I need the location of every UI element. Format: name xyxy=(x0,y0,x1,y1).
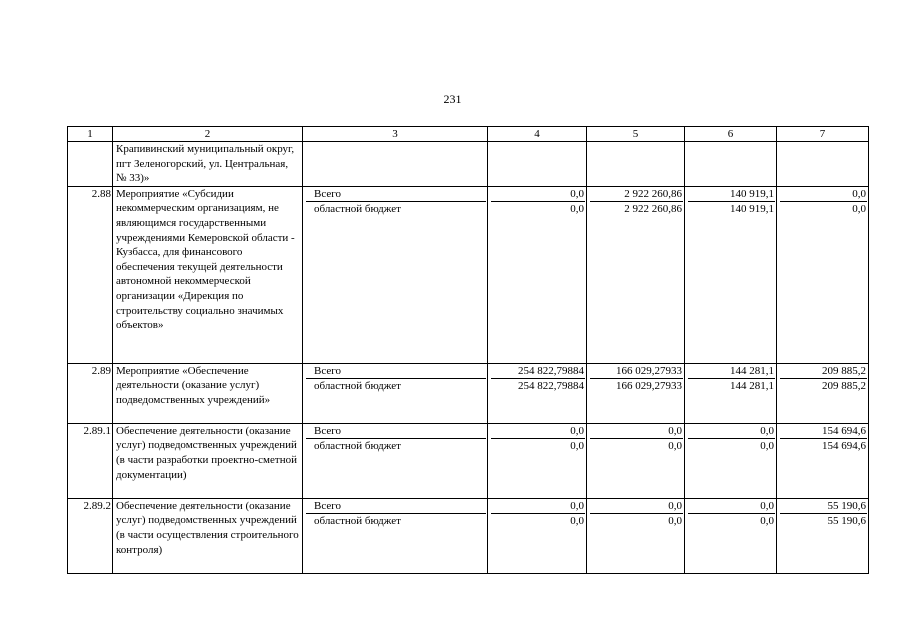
funding-source: Всего xyxy=(314,187,341,200)
value: 140 919,1 xyxy=(730,187,774,200)
value: 55 190,6 xyxy=(780,513,867,529)
column-header: 2 xyxy=(113,127,303,142)
value: 0,0 xyxy=(590,513,683,529)
value: 0,0 xyxy=(668,424,682,437)
funding-source-cell xyxy=(303,363,488,423)
row-number: 2.89 xyxy=(68,363,113,423)
row-number xyxy=(68,142,113,187)
column-header: 5 xyxy=(587,127,685,142)
row-number: 2.89.2 xyxy=(68,498,113,573)
value: 55 190,6 xyxy=(827,499,866,512)
value-cell xyxy=(685,142,777,187)
row-number: 2.88 xyxy=(68,186,113,363)
table-row xyxy=(68,363,869,423)
value: 254 822,79884 xyxy=(491,378,585,394)
column-header: 6 xyxy=(685,127,777,142)
value-cell xyxy=(685,423,777,498)
value: 0,0 xyxy=(491,201,585,217)
value-cell xyxy=(777,498,869,573)
value: 154 694,6 xyxy=(822,424,866,437)
value: 209 885,2 xyxy=(780,378,867,394)
funding-source: Всего xyxy=(314,424,341,437)
funding-source-cell xyxy=(303,186,488,363)
value: 0,0 xyxy=(852,187,866,200)
funding-source: областной бюджет xyxy=(306,378,486,394)
row-number: 2.89.1 xyxy=(68,423,113,498)
value: 166 029,27933 xyxy=(590,378,683,394)
value: 209 885,2 xyxy=(822,364,866,377)
value: 0,0 xyxy=(688,438,775,454)
value: 0,0 xyxy=(570,424,584,437)
funding-source: областной бюджет xyxy=(306,513,486,529)
value-cell xyxy=(685,363,777,423)
value-cell xyxy=(777,363,869,423)
funding-source-cell xyxy=(303,423,488,498)
value-cell xyxy=(685,186,777,363)
value: 0,0 xyxy=(491,513,585,529)
value: 144 281,1 xyxy=(730,364,774,377)
value: 0,0 xyxy=(780,201,867,217)
value-cell xyxy=(587,363,685,423)
value: 140 919,1 xyxy=(688,201,775,217)
funding-source: Всего xyxy=(314,364,341,377)
table-row xyxy=(68,423,869,498)
value-cell xyxy=(587,423,685,498)
column-header: 4 xyxy=(488,127,587,142)
value-cell xyxy=(488,423,587,498)
value: 144 281,1 xyxy=(688,378,775,394)
column-header: 7 xyxy=(777,127,869,142)
funding-source: Всего xyxy=(314,499,341,512)
value-cell xyxy=(587,142,685,187)
value: 0,0 xyxy=(491,438,585,454)
column-header: 3 xyxy=(303,127,488,142)
table-row xyxy=(68,498,869,573)
funding-source-cell xyxy=(303,498,488,573)
value: 0,0 xyxy=(570,499,584,512)
value-cell xyxy=(685,498,777,573)
value-cell xyxy=(587,498,685,573)
row-description: Обеспечение деятельности (оказание услуг) подведомственных учреждений (в части разработки проектно-сметной документации) xyxy=(113,423,303,498)
row-description: Мероприятие «Обеспечение деятельности (оказание услуг) подведомственных учреждений» xyxy=(113,363,303,423)
value: 0,0 xyxy=(760,499,774,512)
value: 0,0 xyxy=(590,438,683,454)
page-number: 231 xyxy=(443,92,462,106)
value: 254 822,79884 xyxy=(518,364,584,377)
value: 166 029,27933 xyxy=(616,364,682,377)
funding-source: областной бюджет xyxy=(306,438,486,454)
value: 0,0 xyxy=(688,513,775,529)
value-cell xyxy=(488,142,587,187)
table-row xyxy=(68,142,869,187)
table-row xyxy=(68,186,869,363)
funding-source-cell xyxy=(303,142,488,187)
value-cell xyxy=(488,498,587,573)
value: 0,0 xyxy=(760,424,774,437)
value-cell xyxy=(777,142,869,187)
funding-source: областной бюджет xyxy=(306,201,486,217)
budget-table xyxy=(67,126,869,574)
row-description: Крапивинский муниципальный округ, пгт Зеленогорский, ул. Центральная, № 33)» xyxy=(113,142,303,187)
value: 2 922 260,86 xyxy=(624,187,682,200)
value: 2 922 260,86 xyxy=(590,201,683,217)
value: 154 694,6 xyxy=(780,438,867,454)
row-description: Мероприятие «Субсидии некоммерческим организациям, не являющимся государственными учреждениями Кемеровской области - Кузбасса, для финансового обеспечения текущей деятельности автономной некоммерческой организации «Дирекция по строительству социально значимых объектов» xyxy=(113,186,303,363)
column-header: 1 xyxy=(68,127,113,142)
value-cell xyxy=(777,186,869,363)
value-cell xyxy=(488,363,587,423)
value: 0,0 xyxy=(668,499,682,512)
value-cell xyxy=(777,423,869,498)
value: 0,0 xyxy=(570,187,584,200)
column-number-row xyxy=(68,127,869,142)
value-cell xyxy=(488,186,587,363)
row-description: Обеспечение деятельности (оказание услуг) подведомственных учреждений (в части осуществления строительного контроля) xyxy=(113,498,303,573)
value-cell xyxy=(587,186,685,363)
